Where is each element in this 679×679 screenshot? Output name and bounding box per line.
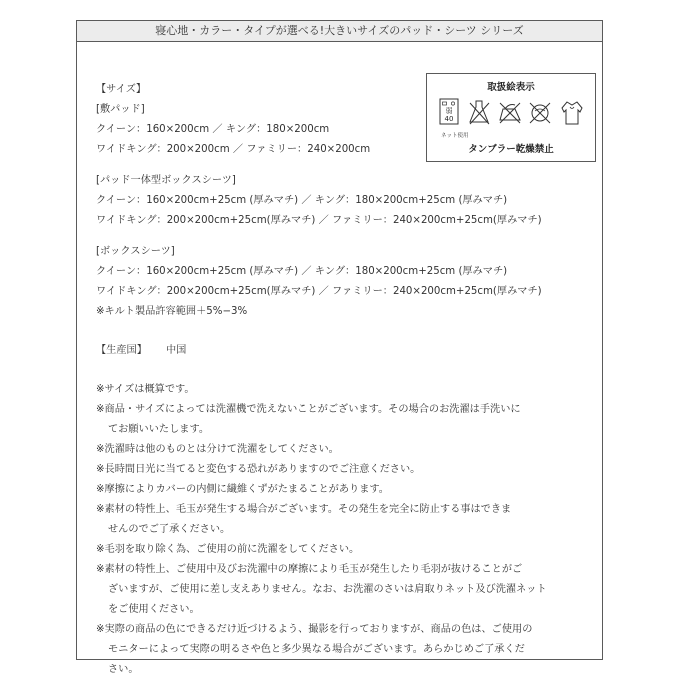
note-item: ※毛羽を取り除く為、ご使用の前に洗濯をしてください。 [96, 544, 360, 555]
note-item: せんのでご了承ください。 [108, 524, 231, 535]
pad-heading: [敷パッド] [96, 104, 145, 115]
wash-temperature: 40 [444, 115, 454, 123]
box-heading: [ボックスシーツ] [96, 246, 175, 257]
no-bleach-icon [467, 98, 493, 128]
tumble-dry-warning: タンブラー乾燥禁止 [468, 144, 554, 155]
origin-value: 中国 [166, 345, 187, 356]
hang-dry-icon [559, 98, 585, 128]
tolerance-note: ※キルト製品許容範囲＋5%−3% [96, 306, 248, 317]
care-label-box [426, 73, 596, 162]
wash-strength: 弱 [445, 107, 453, 115]
spec-panel [76, 20, 603, 675]
note-item: ※商品・サイズによっては洗濯機で洗えないことがございます。その場合のお洗濯は手洗いに [96, 404, 521, 415]
note-item: ※洗濯時は他のものとは分けて洗濯をしてください。 [96, 444, 339, 455]
box-size-line-1: クイーン：160×200cm+25cm (厚みマチ) ／ キング：180×200cm+25cm (厚みマチ) [96, 266, 508, 277]
panel-title: 寝心地・カラー・タイプが選べる!大きいサイズのパッド・シーツ シリーズ [77, 21, 602, 42]
pad-size-line-2: ワイドキング：200×200cm ／ ファミリー：240×200cm [96, 144, 371, 155]
boxpad-size-line-2: ワイドキング：200×200cm+25cm(厚みマチ) ／ ファミリー：240×200cm+25cm(厚みマチ) [96, 215, 542, 226]
pad-size-line-1: クイーン：160×200cm ／ キング：180×200cm [96, 124, 330, 135]
note-item: ※素材の特性上、ご使用中及びお洗濯中の摩擦により毛玉が発生したり毛羽が抜けることがご [96, 564, 523, 575]
note-item: さい。 [108, 664, 139, 675]
care-icons [437, 98, 589, 138]
care-label-title: 取扱絵表示 [487, 82, 535, 93]
note-item: ※長時間日光に当てると変色する恐れがありますのでご注意ください。 [96, 464, 421, 475]
box-size-line-2: ワイドキング：200×200cm+25cm(厚みマチ) ／ ファミリー：240×200cm+25cm(厚みマチ) [96, 286, 542, 297]
origin-label: 【生産国】 [96, 345, 147, 356]
note-item: ざいますが、ご使用に差し支えありません。なお、お洗濯のさいは肩取りネット及び洗濯ネット [108, 584, 547, 595]
no-iron-icon [497, 98, 523, 128]
no-dry-clean-icon [527, 98, 553, 128]
note-item: モニターによって実際の明るさや色と多少異なる場合がございます。あらかじめご了承くだ [108, 644, 525, 655]
note-item: ※実際の商品の色にできるだけ近づけるよう、撮影を行っておりますが、商品の色は、ご使用の [96, 624, 533, 635]
note-item: ※摩擦によりカバーの内側に繊維くずがたまることがあります。 [96, 484, 389, 495]
note-item: ※素材の特性上、毛玉が発生する場合がございます。その発生を完全に防止する事はできま [96, 504, 512, 515]
note-item: ※サイズは概算です。 [96, 384, 195, 395]
wash-tub-icon [437, 98, 463, 128]
wash-net-label: ネット使用 [441, 133, 469, 139]
boxpad-size-line-1: クイーン：160×200cm+25cm (厚みマチ) ／ キング：180×200cm+25cm (厚みマチ) [96, 195, 508, 206]
note-item: をご使用ください。 [108, 604, 200, 615]
size-heading: 【サイズ】 [96, 84, 147, 95]
note-item: てお願いいたします。 [108, 424, 210, 435]
boxpad-heading: [パッド一体型ボックスシーツ] [96, 175, 236, 186]
